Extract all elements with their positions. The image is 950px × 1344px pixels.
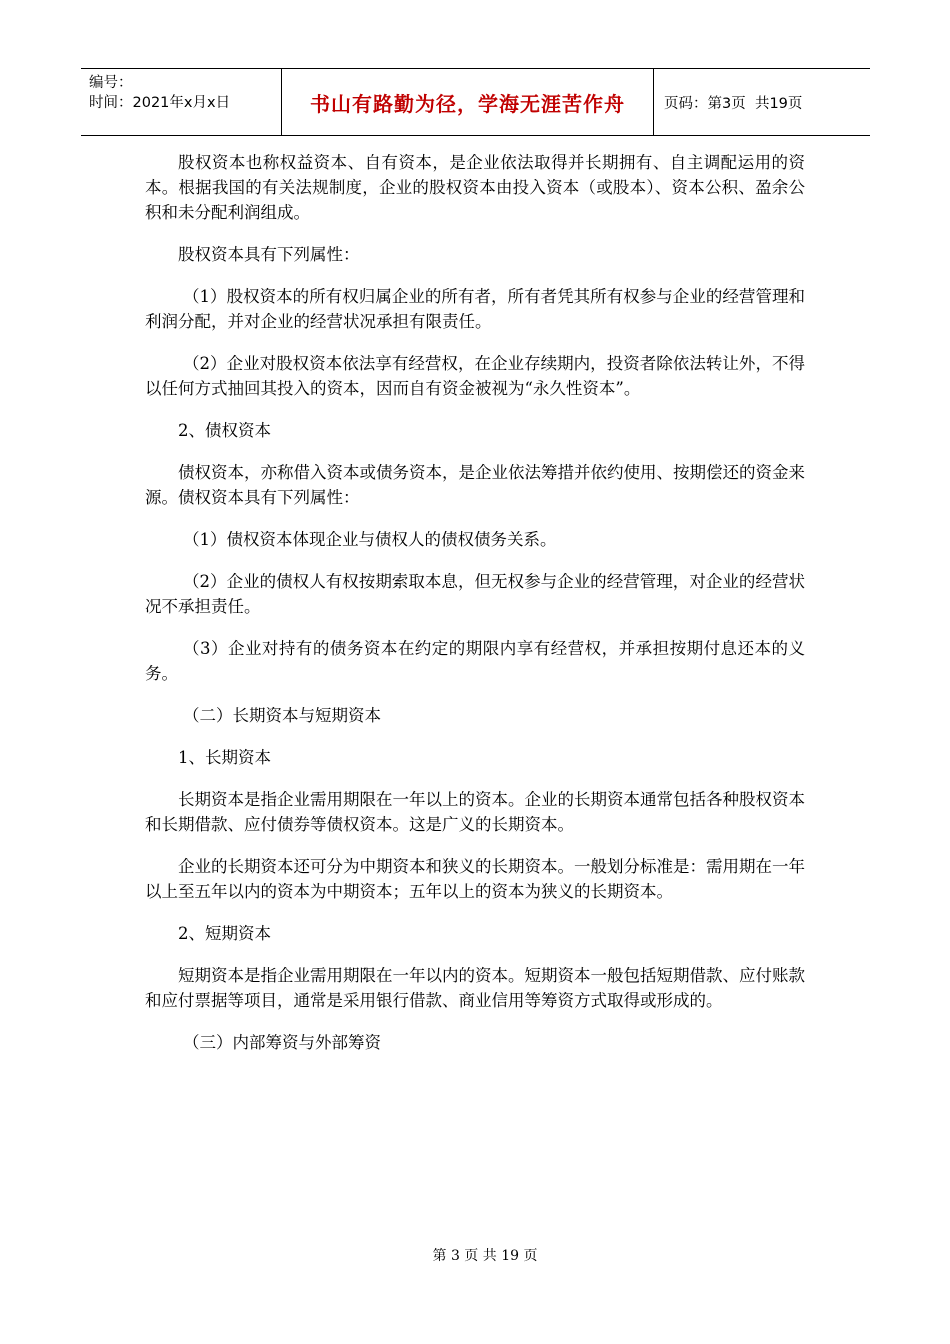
section-heading: （二）长期资本与短期资本 — [183, 706, 381, 725]
page-header — [81, 68, 870, 136]
paragraph: 债权资本，亦称借入资本或债务资本，是企业依法筹措并依约使用、按期偿还的资金来源。债权资本具有下列属性： — [145, 463, 805, 507]
paragraph: 长期资本是指企业需用期限在一年以上的资本。企业的长期资本通常包括各种股权资本和长期借款、应付债券等债权资本。这是广义的长期资本。 — [145, 790, 805, 834]
paragraph: 企业的长期资本还可分为中期资本和狭义的长期资本。一般划分标准是：需用期在一年以上至五年以内的资本为中期资本；五年以上的资本为狭义的长期资本。 — [145, 857, 805, 901]
header-page-info-cell — [654, 69, 870, 135]
header-motto: 书山有路勤为径，学海无涯苦作舟 — [282, 69, 654, 135]
document-time-label: 时间：2021年x月x日 — [89, 95, 231, 111]
paragraph: 股权资本具有下列属性： — [178, 245, 360, 264]
header-meta-cell — [81, 69, 282, 135]
list-item: （1）债权资本体现企业与债权人的债权债务关系。 — [183, 530, 557, 549]
section-heading: 2、债权资本 — [178, 421, 271, 440]
page-footer: 第 3 页 共 19 页 — [432, 1248, 538, 1264]
section-heading: 1、长期资本 — [178, 748, 271, 767]
list-item: （3）企业对持有的债务资本在约定的期限内享有经营权，并承担按期付息还本的义务。 — [145, 639, 805, 683]
list-item: （2）企业的债权人有权按期索取本息，但无权参与企业的经营管理，对企业的经营状况不承担责任。 — [145, 572, 805, 616]
document-body — [145, 150, 805, 1072]
list-item: （1）股权资本的所有权归属企业的所有者，所有者凭其所有权参与企业的经营管理和利润分配，并对企业的经营状况承担有限责任。 — [145, 287, 805, 331]
paragraph: 短期资本是指企业需用期限在一年以内的资本。短期资本一般包括短期借款、应付账款和应付票据等项目，通常是采用银行借款、商业信用等筹资方式取得或形成的。 — [145, 966, 805, 1010]
list-item: （2）企业对股权资本依法享有经营权，在企业存续期内，投资者除依法转让外，不得以任何方式抽回其投入的资本，因而自有资金被视为“永久性资本”。 — [145, 354, 805, 398]
document-number-label: 编号： — [89, 75, 133, 91]
header-page-info: 页码：第3页 共19页 — [664, 95, 803, 112]
paragraph: 股权资本也称权益资本、自有资本，是企业依法取得并长期拥有、自主调配运用的资本。根据我国的有关法规制度，企业的股权资本由投入资本（或股本）、资本公积、盈余公积和未分配利润组成。 — [145, 153, 805, 222]
section-heading: 2、短期资本 — [178, 924, 271, 943]
section-heading: （三）内部筹资与外部筹资 — [183, 1033, 381, 1052]
